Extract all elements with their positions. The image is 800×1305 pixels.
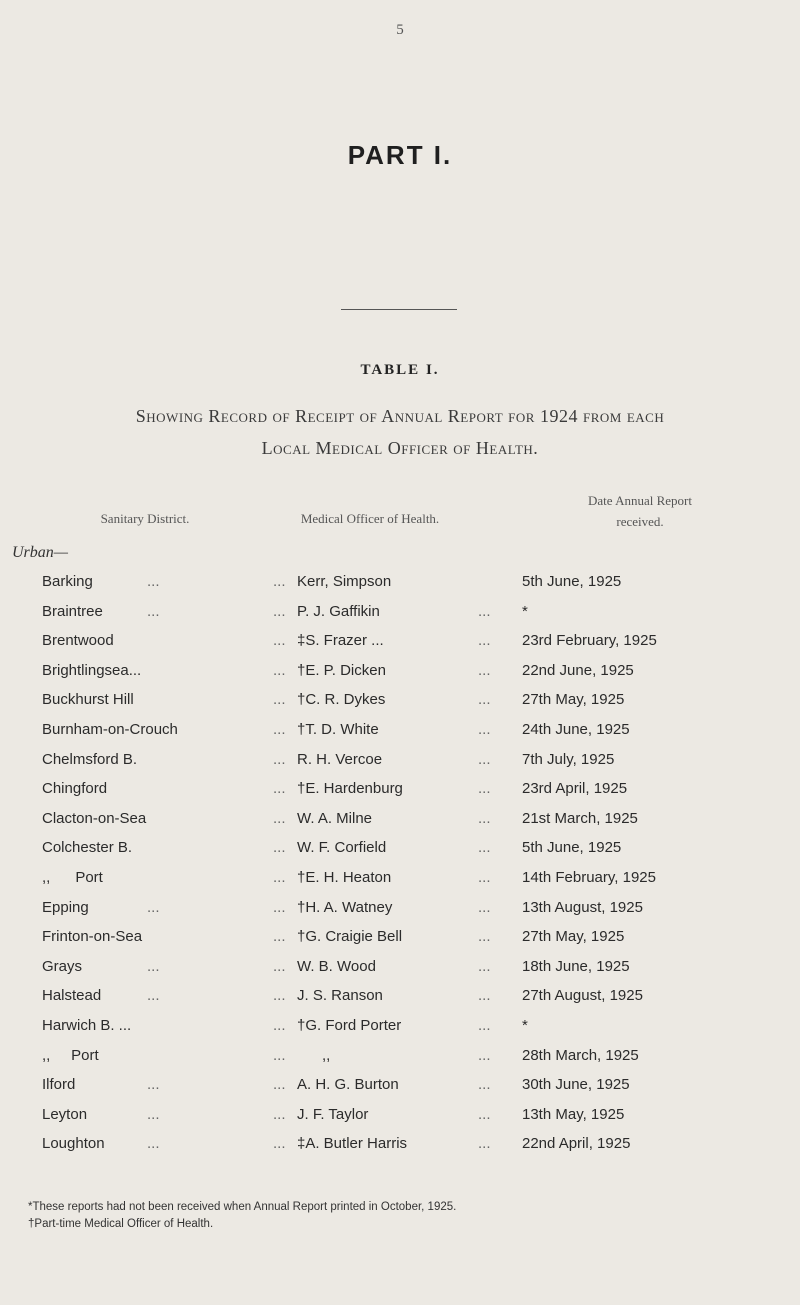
cell-officer: J. F. Taylor [297,1105,369,1123]
table-title: TABLE I. [360,362,440,378]
leader-dots: ... [273,868,286,886]
leader-dots: ... [478,1076,491,1094]
leader-dots: ... [478,839,491,857]
leader-dots: ... [478,1016,491,1034]
table-row [0,839,800,869]
leader-dots: ... [147,1105,160,1123]
cell-district: Brightlingsea... [42,661,142,679]
leader-dots: ... [273,1046,286,1064]
table-row [0,1047,800,1077]
leader-dots: ... [478,928,491,946]
cell-date: 27th May, 1925 [522,928,625,946]
footnote-not-received: *These reports had not been received when Annual Report printed in October, 1925. [28,1201,457,1213]
cell-officer: P. J. Gaffikin [297,602,380,620]
cell-officer: †C. R. Dykes [297,691,386,709]
footnotes [28,1199,788,1233]
leader-dots: ... [147,573,160,590]
part-title: PART I. [347,140,453,170]
cell-officer: †E. P. Dicken [297,661,386,679]
column-header-officer: Medical Officer of Health. [300,511,440,526]
leader-dots: ... [273,957,286,975]
cell-officer: W. B. Wood [297,957,376,975]
leader-dots: ... [273,987,286,1005]
cell-date: 18th June, 1925 [522,957,630,975]
cell-district: Chelmsford B. [42,750,138,768]
table-row [0,928,800,958]
table-row [0,603,800,633]
cell-district: ,, Port [42,868,103,886]
cell-district: Leyton [42,1105,88,1123]
table-row [0,573,800,603]
cell-date: 22nd June, 1925 [522,661,634,679]
leader-dots: ... [478,632,491,650]
column-header-date [520,490,760,532]
cell-date: 23rd April, 1925 [522,780,628,798]
cell-date: 27th August, 1925 [522,987,643,1005]
cell-officer: †E. H. Heaton [297,868,392,886]
leader-dots: ... [147,1135,160,1153]
cell-district: Ilford [42,1076,76,1094]
table-row [0,721,800,751]
cell-officer: ‡S. Frazer ... [297,632,384,650]
leader-dots: ... [478,691,491,709]
leader-dots: ... [478,868,491,886]
leader-dots: ... [273,1076,286,1094]
cell-officer: R. H. Vercoe [297,750,383,768]
cell-district: Loughton [42,1135,105,1153]
table-row [0,899,800,929]
cell-district: Grays [42,957,83,975]
table-row [0,958,800,988]
cell-officer: †G. Ford Porter [297,1016,402,1034]
leader-dots: ... [273,809,286,827]
cell-date: 27th May, 1925 [522,691,625,709]
cell-district: Epping [42,898,89,916]
cell-officer: A. H. G. Burton [297,1076,399,1094]
leader-dots: ... [147,602,160,620]
leader-dots: ... [273,573,286,590]
cell-officer: ,, [297,1046,331,1064]
cell-date: 22nd April, 1925 [522,1135,631,1153]
cell-date: 24th June, 1925 [522,720,630,738]
table-row [0,691,800,721]
leader-dots: ... [273,661,286,679]
leader-dots: ... [478,720,491,738]
cell-date: 30th June, 1925 [522,1076,630,1094]
cell-date: 13th August, 1925 [522,898,643,916]
leader-dots: ... [273,898,286,916]
leader-dots: ... [478,661,491,679]
table-caption-line-2: Local Medical Officer of Health. [261,438,539,458]
column-header-date-line-1: Date Annual Report [588,493,692,508]
leader-dots: ... [273,720,286,738]
cell-date: 7th July, 1925 [522,750,615,768]
leader-dots: ... [478,1046,491,1064]
leader-dots: ... [273,1135,286,1153]
divider-rule [341,309,457,310]
cell-district: ,, Port [42,1046,99,1064]
cell-district: Barking [42,573,93,590]
cell-date: 28th March, 1925 [522,1046,639,1064]
page-number: 5 [396,22,404,38]
cell-date: 14th February, 1925 [522,868,656,886]
leader-dots: ... [478,809,491,827]
table-row [0,1106,800,1136]
table-row [0,751,800,781]
cell-district: Halstead [42,987,102,1005]
footnote-part-time: †Part-time Medical Officer of Health. [28,1218,214,1230]
table-row [0,1017,800,1047]
cell-officer: †T. D. White [297,720,379,738]
cell-officer: †G. Craigie Bell [297,928,403,946]
cell-date: 5th June, 1925 [522,839,622,857]
cell-district: Colchester B. [42,839,133,857]
section-label-urban: Urban— [12,544,69,561]
leader-dots: ... [273,1016,286,1034]
cell-officer: †E. Hardenburg [297,780,403,798]
leader-dots: ... [273,928,286,946]
cell-officer: Kerr, Simpson [297,573,392,590]
leader-dots: ... [273,780,286,798]
leader-dots: ... [478,1105,491,1123]
table-caption-line-1: Showing Record of Receipt of Annual Report for 1924 from each [135,406,665,426]
table-row [0,1135,800,1165]
table-row [0,810,800,840]
leader-dots: ... [478,750,491,768]
leader-dots: ... [147,1076,160,1094]
column-header-date-line-2: received. [616,514,664,529]
cell-date: * [522,602,528,620]
cell-officer: †H. A. Watney [297,898,393,916]
cell-officer: J. S. Ranson [297,987,383,1005]
cell-district: Brentwood [42,632,114,650]
leader-dots: ... [478,898,491,916]
leader-dots: ... [273,602,286,620]
cell-district: Chingford [42,780,108,798]
table-row [0,780,800,810]
cell-officer: W. A. Milne [297,809,373,827]
cell-district: Frinton-on-Sea [42,928,143,946]
table-row [0,662,800,692]
table-row [0,987,800,1017]
leader-dots: ... [478,780,491,798]
leader-dots: ... [147,898,160,916]
leader-dots: ... [273,1105,286,1123]
leader-dots: ... [147,987,160,1005]
column-header-district: Sanitary District. [100,511,190,526]
leader-dots: ... [478,602,491,620]
cell-district: Harwich B. ... [42,1016,132,1034]
cell-date: 23rd February, 1925 [522,632,657,650]
leader-dots: ... [478,957,491,975]
cell-date: 13th May, 1925 [522,1105,625,1123]
leader-dots: ... [273,691,286,709]
cell-date: 5th June, 1925 [522,573,622,590]
cell-district: Buckhurst Hill [42,691,134,709]
cell-district: Burnham-on-Crouch [42,720,178,738]
table-row [0,869,800,899]
leader-dots: ... [273,632,286,650]
cell-district: Clacton-on-Sea [42,809,147,827]
leader-dots: ... [273,750,286,768]
leader-dots: ... [273,839,286,857]
leader-dots: ... [478,1135,491,1153]
cell-district: Braintree [42,602,103,620]
leader-dots: ... [147,957,160,975]
cell-date: * [522,1016,528,1034]
table-row [0,632,800,662]
cell-officer: W. F. Corfield [297,839,387,857]
leader-dots: ... [478,987,491,1005]
cell-officer: ‡A. Butler Harris [297,1135,408,1153]
cell-date: 21st March, 1925 [522,809,638,827]
table-body [0,573,800,1165]
table-row [0,1076,800,1106]
